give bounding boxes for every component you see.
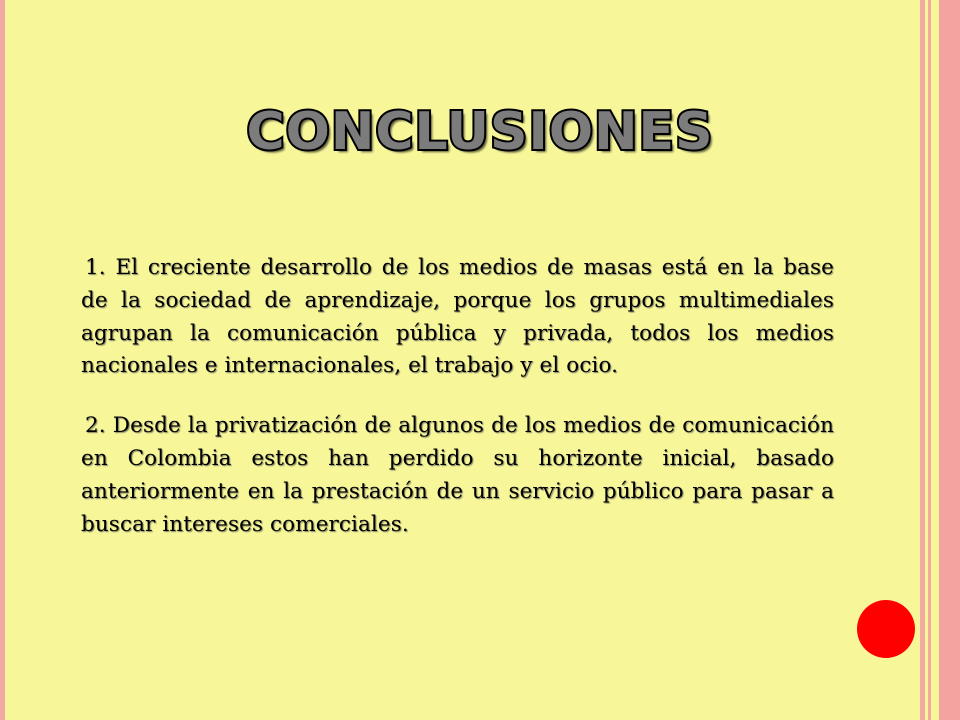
conclusion-paragraph-1: 1. El creciente desarrollo de los medios de masas está en la base de la sociedad de aprendizaje, porque los grupos multimediales agrupan la comunicación pública y privada, todos los medios nacionales e internacionales, el trabajo y el ocio. (81, 255, 834, 379)
paragraph-spacer (81, 383, 834, 410)
red-circle-icon (857, 600, 915, 658)
conclusion-paragraph-2: 2. Desde la privatización de algunos de los medios de comunicación en Colombia estos han perdido su horizonte inicial, basado anteriormente en la prestación de un servicio público para pasar a buscar intereses comerciales. (81, 413, 834, 537)
conclusions-content (81, 252, 834, 541)
slide-title: CONCLUSIONES (246, 102, 714, 162)
